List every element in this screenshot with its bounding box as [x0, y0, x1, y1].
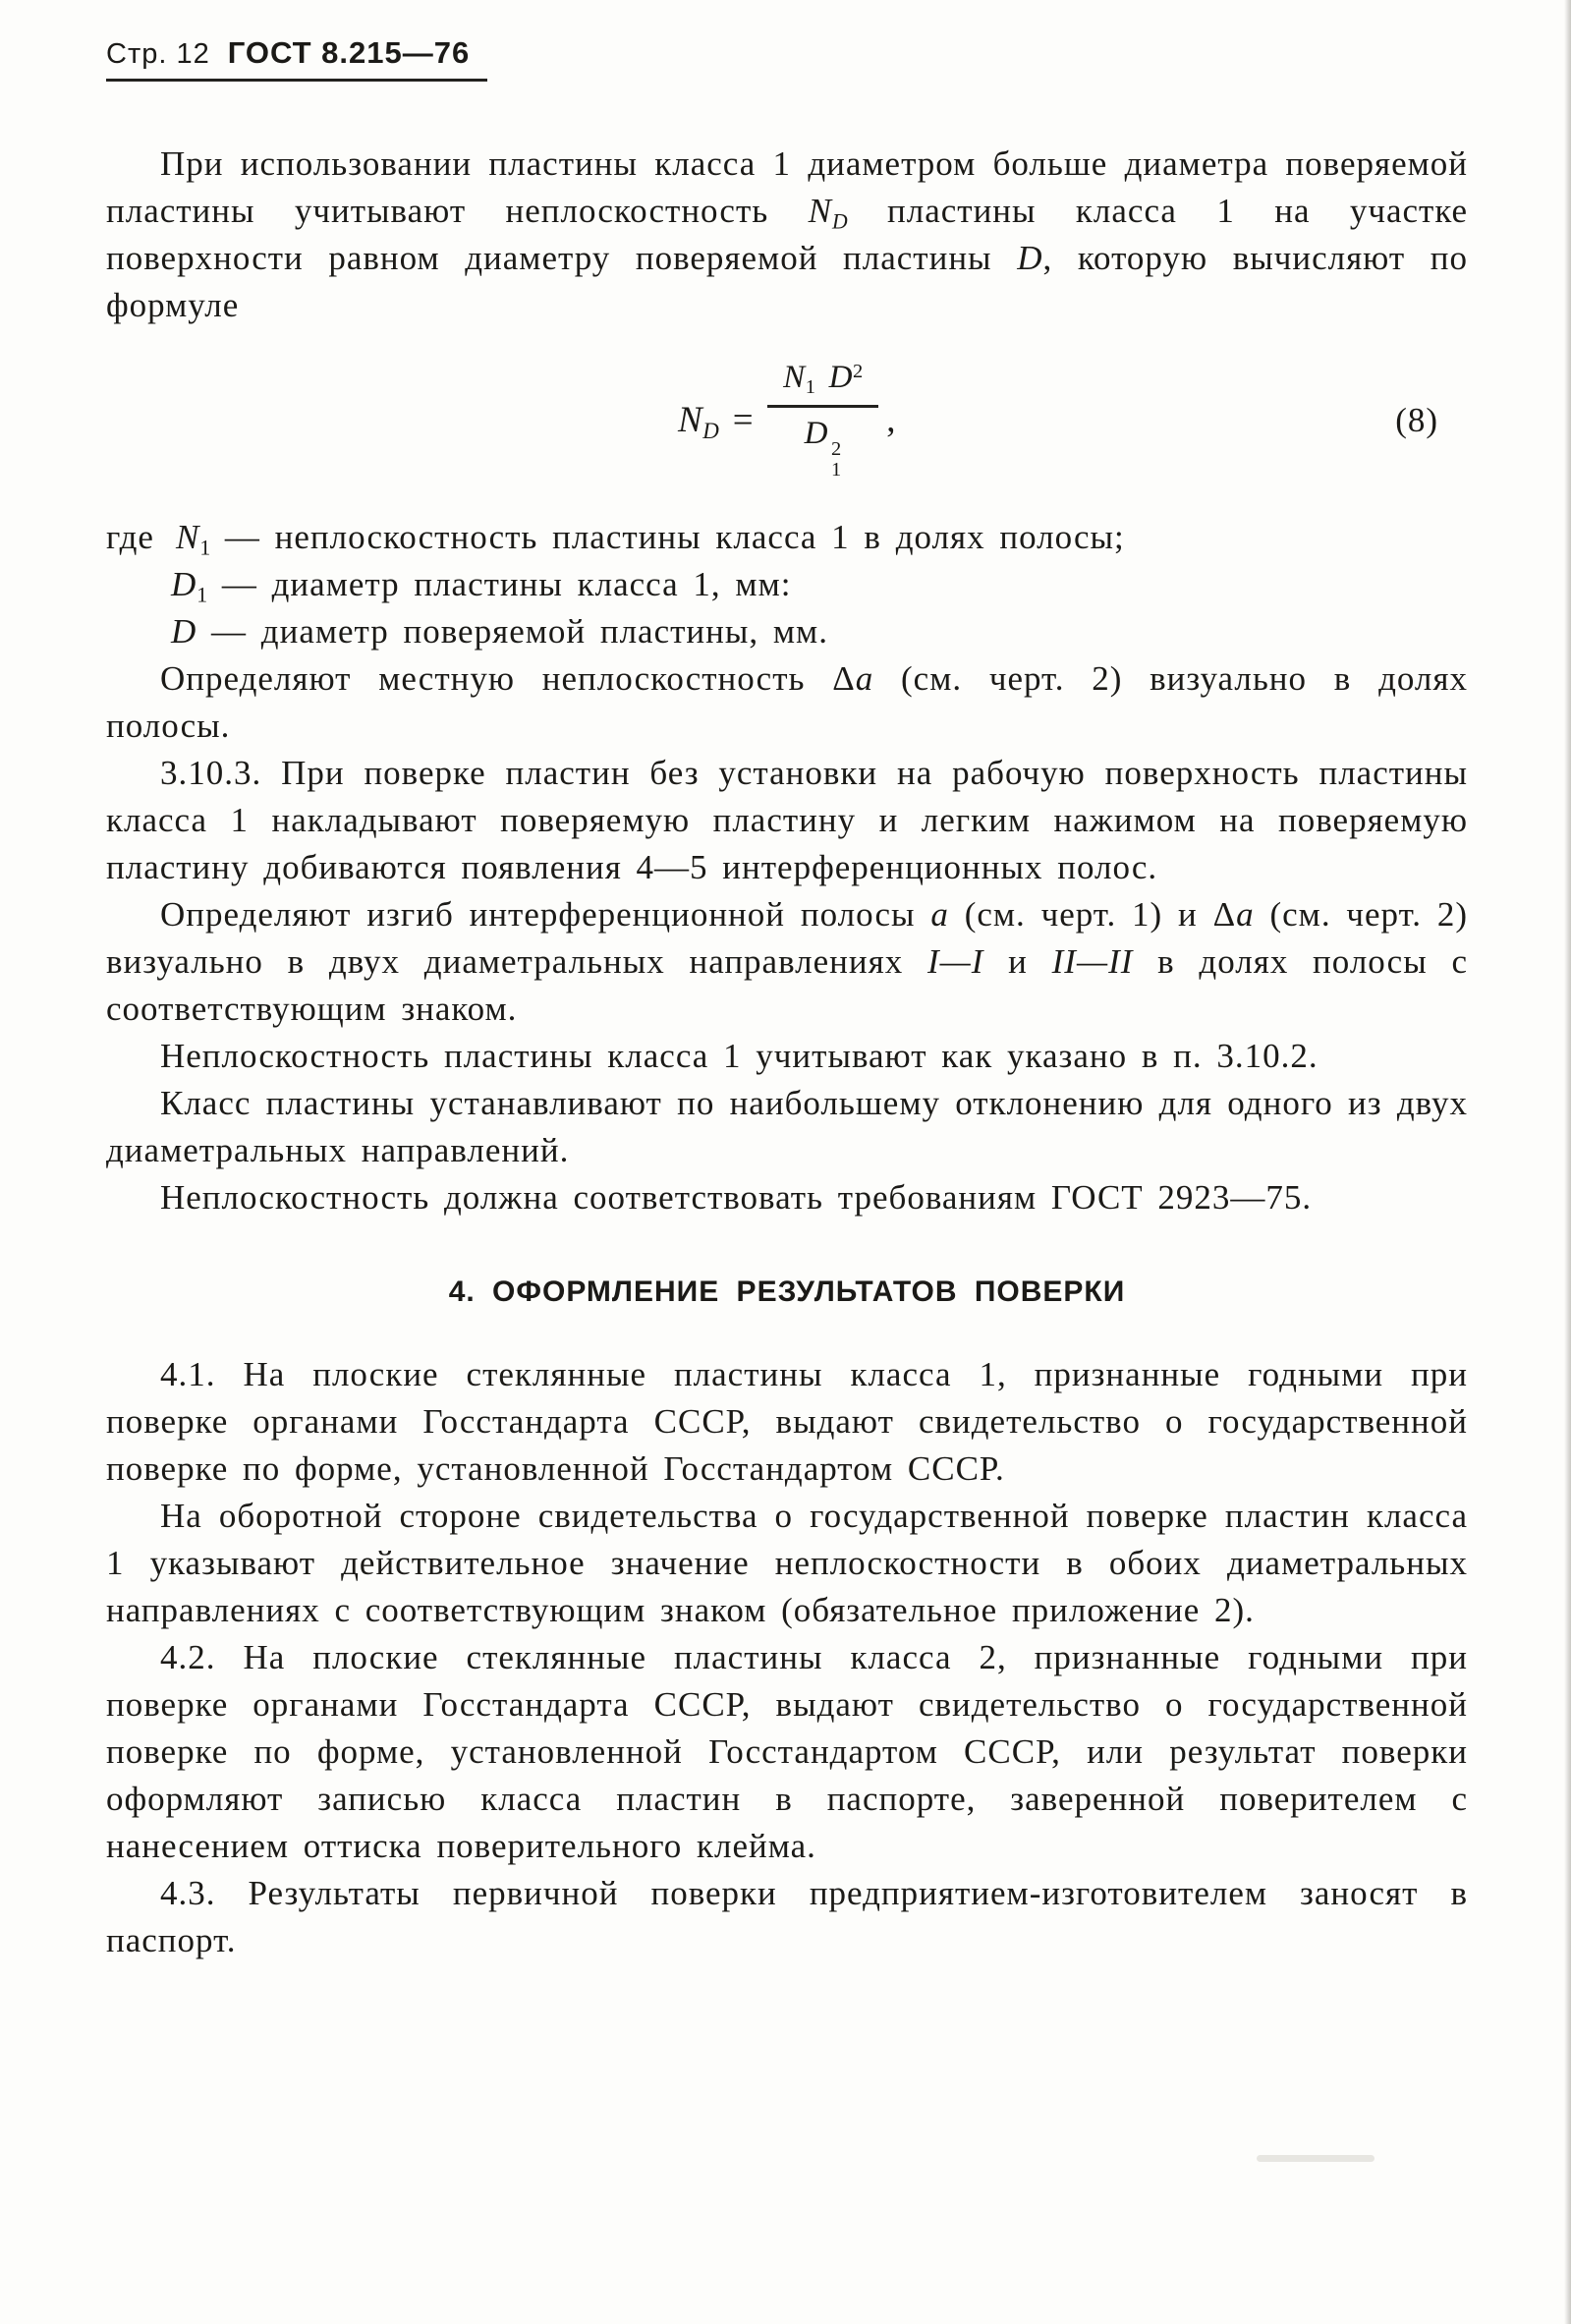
where-word: где: [106, 518, 154, 556]
formula-8-row: [106, 357, 1468, 484]
where-definition: $N_1$ — неплоскостность пластины класса 1 в долях полосы;: [175, 518, 1125, 560]
scan-edge-shadow: [1564, 0, 1571, 2324]
stacked-exponent: 2 1: [831, 437, 842, 482]
body-paragraph-4-2: 4.2. На плоские стеклянные пластины класса 2, признанные годными при поверке органами Госстандарта СССР, выдают свидетельство о государственной поверке по форме, установленной Госстандартом СССР, или результат поверки оформляют записью класса пластин в паспорте, заверенной поверителем с нанесением оттиска поверительного клейма.: [106, 1638, 1468, 1865]
where-line: [106, 514, 1468, 561]
body-paragraph: На оборотной стороне свидетельства о государственной поверке пластин класса 1 указывают действительное значение неплоскостности в обоих диаметральных направлениях с соответствующим знаком (обязательное приложение 2).: [106, 1497, 1468, 1629]
standard-number-label: ГОСТ 8.215—76: [227, 35, 471, 70]
document-body: [106, 141, 1468, 1964]
formula-trailing-comma: ,: [886, 400, 896, 440]
body-paragraph-4-3: 4.3. Результаты первичной поверки предприятием-изготовителем заносят в паспорт.: [106, 1874, 1468, 1959]
scan-smudge-artifact: [1257, 2155, 1375, 2162]
body-paragraph: Неплоскостность должна соответствовать требованиям ГОСТ 2923—75.: [160, 1178, 1313, 1217]
body-paragraph: Неплоскостность пластины класса 1 учитывают как указано в п. 3.10.2.: [160, 1037, 1319, 1075]
page-number-label: Стр. 12: [106, 38, 210, 70]
where-clause: [106, 514, 1468, 655]
body-paragraph-3-10-3: 3.10.3. При поверке пластин без установки на рабочую поверхность пластины класса 1 накладывают поверяемую пластину и легким нажимом на поверяемую пластину добиваются появления 4—5 интерференционных полос.: [106, 754, 1468, 886]
body-paragraph: Определяют местную неплоскостность Δa (см. черт. 2) визуально в долях полосы.: [106, 659, 1468, 745]
section-4-heading: 4. ОФОРМЛЕНИЕ РЕЗУЛЬТАТОВ ПОВЕРКИ: [448, 1275, 1126, 1308]
formula-number: (8): [1395, 401, 1438, 439]
where-line: D — диаметр поверяемой пластины, мм.: [171, 612, 828, 651]
body-paragraph-4-1: 4.1. На плоские стеклянные пластины класса 1, признанные годными при поверке органами Госстандарта СССР, выдают свидетельство о государственной поверке по форме, установленной Госстандартом СССР.: [106, 1355, 1468, 1488]
page-content: [106, 35, 1468, 1964]
fraction-denominator: D 2 1: [804, 416, 842, 482]
body-paragraph: Класс пластины устанавливают по наибольшему отклонению для одного из двух диаметральных направлений.: [106, 1084, 1468, 1169]
body-paragraph: Определяют изгиб интерференционной полосы a (см. черт. 1) и Δa (см. черт. 2) визуально в двух диаметральных направлениях I—I и II—II в долях полосы с соответствующим знаком.: [106, 895, 1468, 1028]
equals-sign: =: [732, 400, 755, 440]
formula-fraction: [767, 360, 878, 481]
where-line: $D_1$ — диаметр пластины класса 1, мм:: [171, 565, 792, 607]
formula-8-expression: [678, 360, 896, 481]
intro-paragraph: При использовании пластины класса 1 диаметром больше диаметра поверяемой пластины учитывают неплоскостность $N_D$ пластины класса 1 на участке поверхности равном диаметру поверяемой пластины D, которую вычисляют по формуле: [106, 144, 1468, 324]
page-header: [106, 35, 487, 82]
formula-lhs: $N_D$: [678, 400, 719, 443]
fraction-numerator: $N_1$ $D^2$: [767, 360, 878, 408]
